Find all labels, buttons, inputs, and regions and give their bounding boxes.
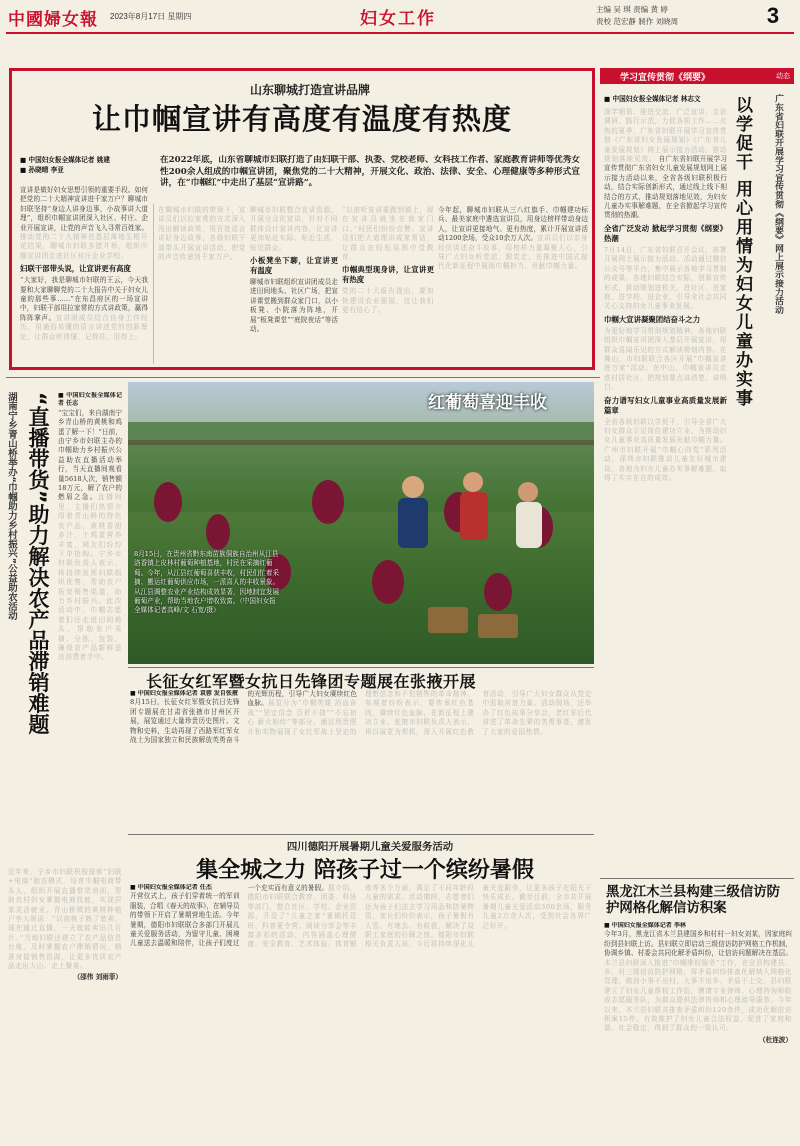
harvest-baskets — [428, 607, 518, 638]
farmer-body — [516, 502, 542, 548]
farmer-head — [518, 482, 538, 502]
paper-logo: 中國婦女報 — [8, 10, 98, 30]
grape-cluster — [312, 480, 344, 524]
feature-subhead-3: 巾帼典型现身讲，让宣讲更有热度 — [342, 265, 434, 285]
trellis-bar — [128, 440, 594, 445]
feature-col4: “以前听宣讲要跑到镇上，现在宣讲员就坐在我家门口。”村民们纷纷点赞。宣讲员们把大道理讲成家常话，让群众在轻松氛围中受教育。 巾帼典型现身讲，让宣讲更有热度 党的二十大报告提出，要加快建设农业强国，这让我们更有信心了。 — [342, 206, 434, 315]
sidebar-body: 深学细悟、推进交流、广泛宣讲，走访调研、践行示范，力促各项工作……火热的夏季，广东省妇联开展学习宣传贯彻《广东省妇女发展规划》《广东省儿童发展规划》网上展示接力活动，推动规划落地见效。 自广东省妇联开展学习宣传贯彻广东省妇女儿童发展规划网上展示接力活动以来，全省各级妇联积极行动，结合实际创新形式，通过线上线下相结合的方式，推动规划落地见效，为妇女儿童办实事解难题，在全省掀起学习宣传贯彻的热潮。 全省广泛发动 掀起学习贯彻《纲要》热潮 7月14日，广东省妇联召开会议，部署开展网上展示接力活动。活动通过微信公众号等平台，集中展示各地学习贯彻的成果。各地妇联结合实际，创新宣传形式，推动规划进机关、进社区、进家庭、进学校、进企业，引导全社会共同关心支持妇女儿童事业发展。 巾帼大宣讲凝聚团结奋斗之力 为更好地学习贯彻规划精神，各地妇联组织巾帼宣讲团深入基层开展宣讲，用群众喜闻乐见的方式解读规划内容。在佛山，市妇联联合各区开展“巾帼宣讲进万家”活动；在中山，巾帼宣讲员走进村居社区，把规划要点讲清楚、讲明白。 奋力谱写妇女儿童事业高质量发展新篇章 全省各级妇联以学促干，引导全省广大妇女群众立足岗位建功立业，为推动妇女儿童事业高质量发展贡献巾帼力量。广州市妇联开展“巾帼心向党”系列活动，深圳市妇联推动儿童友好城市建设，各地为妇女儿童办实事解难题，取得了实实在在的成效。 — [604, 108, 727, 482]
issue-date: 2023年8月17日 星期四 — [110, 12, 192, 21]
editors-credit: 主编 吴 琪 责编 黄 婷 — [596, 5, 668, 14]
feature-col5: 今年起，聊城市妇联从三八红旗手、巾帼建功标兵、最美家庭中遴选宣讲员，用身边榜样带动身边人，让宣讲更接地气、更有热度，累计开展宣讲活动1200余场，受众10余万人次。宣讲员们以亲身经历讲述奋斗故事，用榜样力量凝聚人心，引导广大妇女听党话、跟党走，在推进中国式现代化新征程中展现巾帼担当、贡献巾帼力量。 — [438, 206, 588, 271]
sidebar-byline: ■ 中国妇女报全媒体记者 林志文 — [604, 95, 701, 103]
hlj-rule — [600, 878, 794, 879]
sidebar-header-tag: 动态 — [776, 72, 790, 80]
zhangye-headline: 长征女红军暨女抗日先锋团专题展在张掖开展 — [146, 672, 477, 691]
deyang-rule — [128, 834, 594, 835]
hlj-footer: （杜连波） — [759, 1035, 792, 1044]
hlj-byline: ■ 中国妇女报全媒体记者 李林 — [604, 922, 686, 929]
farmer-head — [402, 476, 424, 498]
sidebar-header-label: 学习宣传贯彻《纲要》 — [620, 73, 711, 83]
feature-col3: 聊城市妇联整合宣讲资源，开展分众化宣讲，针对不同群体设计宣讲内容，让宣讲更加贴近实际、贴近生活、贴近群众。 小板凳坐下聊，让宣讲更有温度 聊城市妇联组织宣讲团成员走进田间地头、社区广场，把宣讲课堂搬到群众家门口，以小板凳、小院落为阵地，开展“板凳课堂”“庭院夜话”等活动。 — [250, 206, 338, 334]
feature-col2: 在聊城市妇联的带领下，宣讲员们以拉家常的方式深入浅出解读政策，用百姓语言讲好身边故事，各级妇联干部带头开展宣讲活动，把党的声音传递到千家万户。 — [158, 206, 246, 262]
grape-cluster — [206, 514, 230, 550]
hunan-vertical-title: “直播带货”助力解决农产品滞销难题 — [26, 392, 50, 735]
sidebar-big-title: 以学促干 用心用情为妇女儿童办实事 — [732, 96, 752, 408]
basket — [478, 614, 518, 638]
zhangye-body: ■ 中国妇女报全媒体记者 袁蓉 发自张掖 8月15日，长征女红军暨女抗日先锋团专题展在甘肃省张掖市甘州区开展，展览通过大量珍贵历史图片、文物和史料，生动再现了西路军红军女战士为国家独立和民族解放英勇奋斗的光辉历程，引导广大妇女赓续红色血脉。展览分为“巾帼英雄 浴血奋战”“坚定信念 百折不挠”“不忘初心 薪火相传”等部分，通过珍贵照片和实物展现了女红军战士坚定的理想信念和不怕牺牲的革命精神。参观者纷纷表示，要传承红色基因，赓续红色血脉，在新征程上建功立业。张掖市妇联负责人表示，将以展览为契机，深入开展红色教育活动，引导广大妇女群众从党史中汲取奋进力量。活动现场，还举办了红色故事分享会，老红军后代讲述了革命先辈的英勇事迹，激发了大家的爱国热情。 — [130, 690, 592, 745]
grape-cluster — [484, 573, 512, 611]
feature-kicker: 山东聊城打造宣讲品牌 — [249, 83, 370, 97]
feature-lead: 在2022年底，山东省聊城市妇联打造了由妇联干部、执委、党校老师、女科技工作者、家庭教育讲师等优秀女性200余人组成的巾帼宣讲团，聚焦党的二十大精神，开展文化、政治、法律、安全、心理健康等多种形式宣讲，在“巾帼红”中走出了基层“宣讲路”。 — [160, 155, 580, 189]
farmer-head — [463, 472, 483, 492]
sidebar-vertical-title: 广东省妇联开展学习宣传贯彻《纲要》网上展示接力活动 — [773, 94, 783, 314]
farmer-body — [398, 498, 428, 548]
masthead-rule — [6, 32, 794, 34]
hunan-footer: （邵伟 刘雨菲） — [73, 973, 122, 982]
deyang-body: ■ 中国妇女报全媒体记者 任杰 开营仪式上，孩子们穿着统一的军训服装，合唱《春天的故事》，在辅导员的带领下开启了暑期营地生活。今年暑期，德阳市妇联联合多部门开展儿童关爱服务活动，为留守儿童、困境儿童送去温暖和陪伴，让孩子们度过一个充实而有意义的暑假。据介绍，德阳市妇联联合教育、团委、科协等部门，整合社区、学校、企业资源，开设了“儿童之家”暑期托管班、科普夏令营、阅读分享会等丰富多彩的活动，内容涵盖心理健康、安全教育、艺术体验、体育锻炼等多个方面，满足了不同年龄段儿童的需求。活动期间，志愿者们还为孩子们送去学习用品和防暑物资，家长们纷纷表示，孩子暑假有人管、有地去、有收获，解决了双职工家庭的后顾之忧。德阳市妇联相关负责人说，今后将持续深化儿童关爱服务，让更多孩子在阳光下快乐成长。截至目前，全市共开展暑期儿童关爱活动300余场，服务儿童2万余人次，受到社会各界广泛好评。 — [130, 884, 592, 949]
sidebar-subhead-3: 奋力谱写妇女儿童事业高质量发展新篇章 — [604, 395, 727, 415]
zhangye-rule — [128, 667, 594, 668]
hlj-body: ■ 中国妇女报全媒体记者 李林 今年3月，黑龙江省木兰县建国乡和村村一妇女刘某，因家庭纠纷到县妇联上访。县妇联立即启动三级信访防护网格工作机制，协调乡镇、村委会共同化解矛盾纠纷，让信访问题解决在基层。木兰县妇联深入推进“巾帼维权服务”工作，在全县构建县、乡、村三级信访防护网格，将矛盾纠纷排查化解纳入网格化管理，做到小事不出村、大事不出乡、矛盾不上交。县妇联建立了妇女儿童维权工作站，聘请专业律师、心理咨询师组成志愿服务队，为群众提供法律咨询和心理疏导服务。今年以来，木兰县妇联共排查矛盾纠纷120余件，成功化解信访积案15件，有效维护了妇女儿童合法权益，促进了家庭和谐、社会稳定，得到了群众的一致认可。 （杜连波） — [604, 922, 792, 1044]
deyang-byline: ■ 中国妇女报全媒体记者 任杰 — [130, 884, 212, 891]
hunan-vertical-subtitle: 湖南宁乡青山桥举办“巾帼助力乡村振兴”公益助农活动 — [6, 392, 17, 621]
feature-col1: 宣讲是做好妇女思想引领的重要手段。如何把党的二十大精神宣讲进千家万户？聊城市妇联坚持“身边人讲身边事，小故事讲大道理”，组织巾帼宣讲团深入社区、村庄、企业开展宣讲，让党的声音飞入寻常百姓家。推动党的二十大精神在基层落地生根开花结果，聊城市妇联多措并举，组织巾帼宣讲团走进社区村庄企业学校。 妇联干部带头说，让宣讲更有高度 “大家好，我是聊城市妇联的王云，今天我要和大家聊聊党的二十大报告中关于妇女儿童的那些事……”在东昌府区的一场宣讲中，妇联干部用拉家常的方式讲政策，赢得阵阵掌声。宣讲团成员结合自身工作经历，用通俗易懂的语言讲述党的创新理论，让群众听得懂、记得住、用得上。 — [20, 186, 148, 341]
deyang-kicker: 四川德阳开展暑期儿童关爱服务活动 — [286, 841, 454, 853]
section-title: 妇女工作 — [360, 9, 436, 29]
deyang-headline: 集全城之力 陪孩子过一个缤纷暑假 — [196, 857, 534, 883]
hunan-top-rule — [6, 377, 600, 378]
zhangye-byline: ■ 中国妇女报全媒体记者 袁蓉 发自张掖 — [130, 690, 238, 697]
hunan-body-top: ■ 中国妇女报全媒体记者 任志 “宝宝们，来自湖南宁乡青山桥的黄桃和鸡蛋了解一下！”日前，由宁乡市妇联主办的巾帼助力乡村振兴公益助农直播活动举行，当天直播间观看量5618人次，销售额18万元，解了农户的燃眉之急。直播间里，主播们热情介绍着青山桥的特色农产品，黄桃香甜多汁，土鸡蛋营养丰富，网友们纷纷下单抢购。宁乡市妇联负责人表示，将持续发挥妇联组织优势，帮助农户拓宽销售渠道，助力乡村振兴。此次活动中，巾帼志愿者们还走进田间地头，帮助农户采摘、分拣、包装，确保农产品新鲜送达消费者手中。 — [58, 392, 122, 662]
grape-cluster — [154, 482, 182, 522]
basket — [428, 607, 468, 633]
page-number: 3 — [766, 3, 780, 28]
checkers-credit: 责校 范宏静 制作 刘晓周 — [596, 17, 679, 26]
feature-byline: ■ 中国妇女报全媒体记者 姚建 ■ 孙晓晴 李亚 — [20, 156, 110, 174]
col-divider — [153, 204, 154, 364]
photo-title: 红葡萄喜迎丰收 — [428, 393, 547, 413]
feature-headline: 让巾帼宣讲有高度有温度有热度 — [91, 102, 512, 136]
hlj-headline: 黑龙江木兰县构建三级信访防护网格化解信访积案 — [606, 884, 781, 916]
hunan-body-bottom: 近年来，宁乡市妇联积极探索“妇联+电商”助农模式，培育巾帼电商带头人，组织开展直播带货培训，帮助农村妇女掌握电商技能，实现居家灵活就业。青山桥镇的黄桃种植户李大姐说：“以前桃子熟了愁卖，现在通过直播，一天就能卖出几百斤。”当地妇联还建立了农产品信息台账，及时掌握农户滞销情况，精准对接销售资源，让更多优质农产品走出大山、走上餐桌。 （邵伟 刘雨菲） — [8, 868, 122, 982]
photo-caption: 8月15日，在贵州省黔东南苗族侗族自治州从江县洛香镇上皮林村葡萄种植基地，村民在采摘红葡萄。今年，从江县红葡萄喜获丰收，村民们忙着采摘、搬运红葡萄供应市场，一派喜人的丰收景象。从江县调整农业产业结构成效显著，因地制宜发展葡萄产业，帮助当地农户增收致富。（中国妇女报全媒体记者高峰/文 石宽/摄） — [134, 550, 280, 615]
harvest-photo — [128, 382, 594, 664]
farmer-body — [460, 492, 488, 540]
feature-subhead-1: 妇联干部带头说，让宣讲更有高度 — [20, 264, 131, 274]
grape-cluster — [372, 560, 404, 604]
masthead — [0, 0, 800, 32]
sidebar-subhead-2: 巾帼大宣讲凝聚团结奋斗之力 — [604, 314, 701, 324]
hunan-byline: ■ 中国妇女报全媒体记者 任志 — [58, 392, 122, 408]
sidebar-subhead-1: 全省广泛发动 掀起学习贯彻《纲要》热潮 — [604, 223, 727, 243]
feature-subhead-2: 小板凳坐下聊，让宣讲更有温度 — [250, 256, 338, 276]
sidebar-header — [600, 68, 794, 84]
